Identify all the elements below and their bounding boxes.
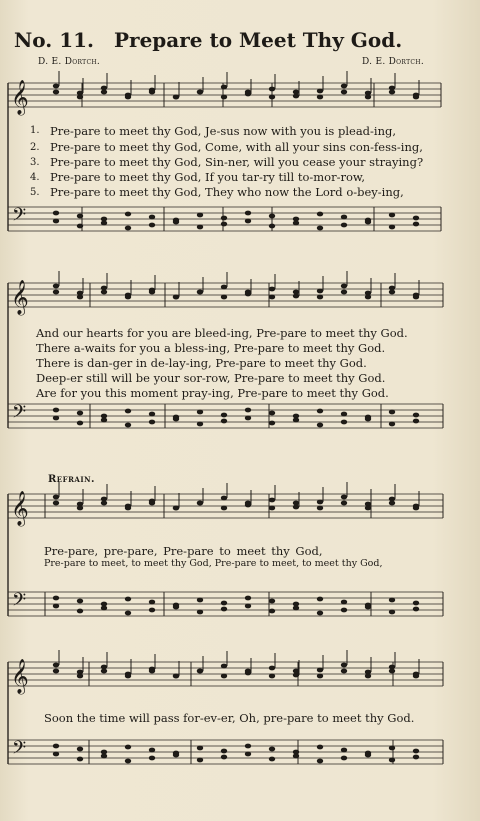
note-head (245, 219, 251, 224)
note-head (149, 215, 155, 220)
verse-number-2: 2. (30, 142, 40, 153)
note-head (269, 287, 275, 292)
verse-3-line-2: There is dan-ger in de-lay-ing, Pre-pare to meet thy God. (36, 356, 367, 370)
note-head (221, 95, 227, 100)
note-head (245, 90, 251, 95)
note-head (53, 744, 59, 749)
note-head (389, 225, 395, 230)
note-head (269, 757, 275, 762)
note-head (77, 421, 83, 426)
note-head (197, 758, 203, 763)
note-head (341, 223, 347, 228)
note-head (413, 749, 419, 754)
note-head (197, 598, 203, 603)
note-head (53, 211, 59, 216)
note-head (221, 749, 227, 754)
note-head (221, 295, 227, 300)
note-head (197, 422, 203, 427)
hymn-title: Prepare to Meet Thy God. (114, 28, 403, 52)
note-head (125, 611, 131, 616)
note-head (389, 410, 395, 415)
note-head (365, 753, 371, 758)
note-head (53, 84, 59, 89)
note-head (245, 669, 251, 674)
verse-1-line-2: And our hearts for you are bleed-ing, Pre-pare to meet thy God. (36, 326, 408, 340)
note-head (245, 596, 251, 601)
note-head (317, 597, 323, 602)
note-head (317, 89, 323, 94)
note-head (413, 674, 419, 679)
bass-clef-icon: 𝄢 (12, 738, 27, 763)
note-head (77, 599, 83, 604)
note-head (53, 408, 59, 413)
note-head (269, 421, 275, 426)
note-head (389, 610, 395, 615)
note-head (389, 422, 395, 427)
verse-5-line-1: Pre-pare to meet thy God, They who now the Lord o-bey-ing, (50, 185, 404, 199)
note-head (389, 290, 395, 295)
note-head (317, 745, 323, 750)
note-head (293, 221, 299, 226)
note-head (77, 295, 83, 300)
note-head (293, 501, 299, 506)
note-head (53, 219, 59, 224)
verse-number-5: 5. (30, 187, 40, 198)
verse-4-line-1: Pre-pare to meet thy God, If you tar-ry till to-mor-row, (50, 170, 366, 184)
note-head (341, 600, 347, 605)
note-head (77, 674, 83, 679)
note-head (341, 420, 347, 425)
note-head (149, 290, 155, 295)
note-head (389, 90, 395, 95)
note-head (101, 290, 107, 295)
note-head (413, 413, 419, 418)
note-head (341, 663, 347, 668)
refrain-upper-line: Pre-pare, pre-pare, Pre-pare to meet thy God, (44, 544, 323, 558)
note-head (221, 607, 227, 612)
verse-2-line-1: Pre-pare to meet thy God, Come, with all your sins con-fess-ing, (50, 140, 423, 154)
note-head (77, 609, 83, 614)
note-head (413, 607, 419, 612)
note-head (125, 674, 131, 679)
note-head (101, 501, 107, 506)
note-head (413, 222, 419, 227)
note-head (293, 418, 299, 423)
note-head (221, 216, 227, 221)
hymn-number: No. 11. (14, 28, 94, 52)
note-head (221, 755, 227, 760)
note-head (221, 664, 227, 669)
note-head (269, 411, 275, 416)
refrain-label: Refrain. (48, 474, 96, 485)
note-head (317, 611, 323, 616)
credit-words: D. E. Dortch. (38, 57, 101, 67)
note-head (269, 214, 275, 219)
note-head (269, 666, 275, 671)
note-head (53, 290, 59, 295)
note-head (269, 609, 275, 614)
verse-number-1: 1. (30, 125, 40, 136)
note-head (221, 85, 227, 90)
note-head (149, 223, 155, 228)
note-head (149, 412, 155, 417)
note-head (101, 606, 107, 611)
refrain-final-line: Soon the time will pass for-ev-er, Oh, pre-pare to meet thy God. (44, 711, 415, 725)
treble-clef-icon: 𝄞 (11, 280, 29, 315)
note-head (269, 224, 275, 229)
note-head (317, 212, 323, 217)
note-head (317, 409, 323, 414)
note-head (77, 224, 83, 229)
note-head (317, 506, 323, 511)
note-head (269, 599, 275, 604)
note-head (77, 757, 83, 762)
note-head (173, 220, 179, 225)
note-head (413, 601, 419, 606)
note-head (221, 506, 227, 511)
note-head (221, 601, 227, 606)
note-head (317, 674, 323, 679)
treble-clef-icon: 𝄞 (11, 659, 29, 694)
verse-5-line-2: Are for you this moment pray-ing, Pre-pare to meet thy God. (36, 386, 389, 400)
note-head (101, 221, 107, 226)
refrain-lower-line: Pre-pare to meet, to meet thy God, Pre-pare to meet, to meet thy God, (44, 558, 383, 569)
note-head (77, 506, 83, 511)
note-head (389, 746, 395, 751)
note-head (389, 758, 395, 763)
note-head (125, 226, 131, 231)
note-head (293, 669, 299, 674)
note-head (53, 284, 59, 289)
note-head (173, 417, 179, 422)
note-head (197, 746, 203, 751)
note-head (245, 501, 251, 506)
note-head (413, 95, 419, 100)
treble-clef-icon: 𝄞 (11, 491, 29, 526)
note-head (197, 669, 203, 674)
note-head (341, 412, 347, 417)
note-head (341, 495, 347, 500)
note-head (341, 84, 347, 89)
note-head (245, 752, 251, 757)
note-head (293, 290, 299, 295)
bass-clef-icon: 𝄢 (12, 590, 27, 615)
note-head (197, 290, 203, 295)
note-head (77, 747, 83, 752)
note-head (365, 605, 371, 610)
clef-symbols (11, 80, 29, 763)
note-head (53, 495, 59, 500)
note-head (53, 752, 59, 757)
note-head (197, 213, 203, 218)
note-head (389, 598, 395, 603)
note-head (125, 506, 131, 511)
note-head (125, 295, 131, 300)
note-head (173, 605, 179, 610)
note-head (125, 759, 131, 764)
note-head (293, 90, 299, 95)
note-head (53, 90, 59, 95)
note-head (341, 748, 347, 753)
note-head (221, 413, 227, 418)
note-head (149, 501, 155, 506)
note-head (197, 410, 203, 415)
note-head (293, 754, 299, 759)
note-head (245, 604, 251, 609)
note-head (149, 608, 155, 613)
note-head (221, 496, 227, 501)
note-head (341, 756, 347, 761)
note-head (269, 295, 275, 300)
treble-clef-icon: 𝄞 (11, 80, 29, 115)
note-head (221, 674, 227, 679)
note-head (269, 674, 275, 679)
note-head (173, 506, 179, 511)
note-head (269, 747, 275, 752)
note-head (269, 506, 275, 511)
note-head (149, 600, 155, 605)
note-head (317, 226, 323, 231)
note-head (173, 295, 179, 300)
note-head (341, 501, 347, 506)
note-head (269, 87, 275, 92)
note-head (389, 669, 395, 674)
note-head (149, 90, 155, 95)
note-head (197, 225, 203, 230)
note-head (365, 506, 371, 511)
note-head (125, 409, 131, 414)
note-head (341, 90, 347, 95)
note-head (149, 669, 155, 674)
note-head (77, 95, 83, 100)
note-head (221, 222, 227, 227)
note-head (293, 606, 299, 611)
note-head (413, 216, 419, 221)
verse-number-3: 3. (30, 157, 40, 168)
note-head (101, 418, 107, 423)
note-head (173, 753, 179, 758)
note-head (341, 284, 347, 289)
note-head (53, 596, 59, 601)
note-head (389, 501, 395, 506)
note-head (269, 95, 275, 100)
note-head (245, 408, 251, 413)
note-head (77, 411, 83, 416)
verse-number-4: 4. (30, 172, 40, 183)
note-head (197, 501, 203, 506)
note-head (221, 419, 227, 424)
bass-clef-icon: 𝄢 (12, 402, 27, 427)
note-head (125, 423, 131, 428)
verse-3-line-1: Pre-pare to meet thy God, Sin-ner, will you cease your straying? (50, 155, 424, 169)
note-head (413, 419, 419, 424)
note-head (77, 214, 83, 219)
note-head (413, 755, 419, 760)
verse-2-line-2: There a-waits for you a bless-ing, Pre-pare to meet thy God. (36, 341, 386, 355)
note-head (173, 674, 179, 679)
note-head (149, 748, 155, 753)
note-head (365, 674, 371, 679)
note-head (173, 95, 179, 100)
note-head (365, 95, 371, 100)
note-head (365, 417, 371, 422)
verse-1-line-1: Pre-pare to meet thy God, Je-sus now with you is plead-ing, (50, 124, 397, 138)
note-head (245, 211, 251, 216)
note-head (341, 215, 347, 220)
verse-4-line-2: Deep-er still will be your sor-row, Pre-pare to meet thy God. (36, 371, 386, 385)
note-head (197, 90, 203, 95)
note-head (53, 604, 59, 609)
note-head (413, 295, 419, 300)
note-head (245, 290, 251, 295)
note-head (125, 597, 131, 602)
note-head (341, 608, 347, 613)
note-head (245, 744, 251, 749)
note-head (197, 610, 203, 615)
note-head (341, 290, 347, 295)
note-head (149, 420, 155, 425)
note-head (317, 295, 323, 300)
note-head (341, 669, 347, 674)
note-head (149, 756, 155, 761)
credit-music: D. E. Dortch. (361, 57, 424, 67)
note-head (221, 285, 227, 290)
note-head (365, 295, 371, 300)
note-head (125, 95, 131, 100)
note-head (53, 416, 59, 421)
note-head (53, 501, 59, 506)
note-head (269, 498, 275, 503)
note-head (317, 500, 323, 505)
note-head (245, 416, 251, 421)
note-head (317, 95, 323, 100)
note-head (317, 759, 323, 764)
note-head (389, 213, 395, 218)
note-head (101, 669, 107, 674)
note-head (101, 90, 107, 95)
note-head (53, 663, 59, 668)
note-head (413, 506, 419, 511)
note-head (317, 423, 323, 428)
note-head (125, 212, 131, 217)
note-head (317, 289, 323, 294)
note-head (365, 220, 371, 225)
note-head (101, 754, 107, 759)
note-head (53, 669, 59, 674)
bass-clef-icon: 𝄢 (12, 205, 27, 230)
note-head (125, 745, 131, 750)
note-head (317, 668, 323, 673)
